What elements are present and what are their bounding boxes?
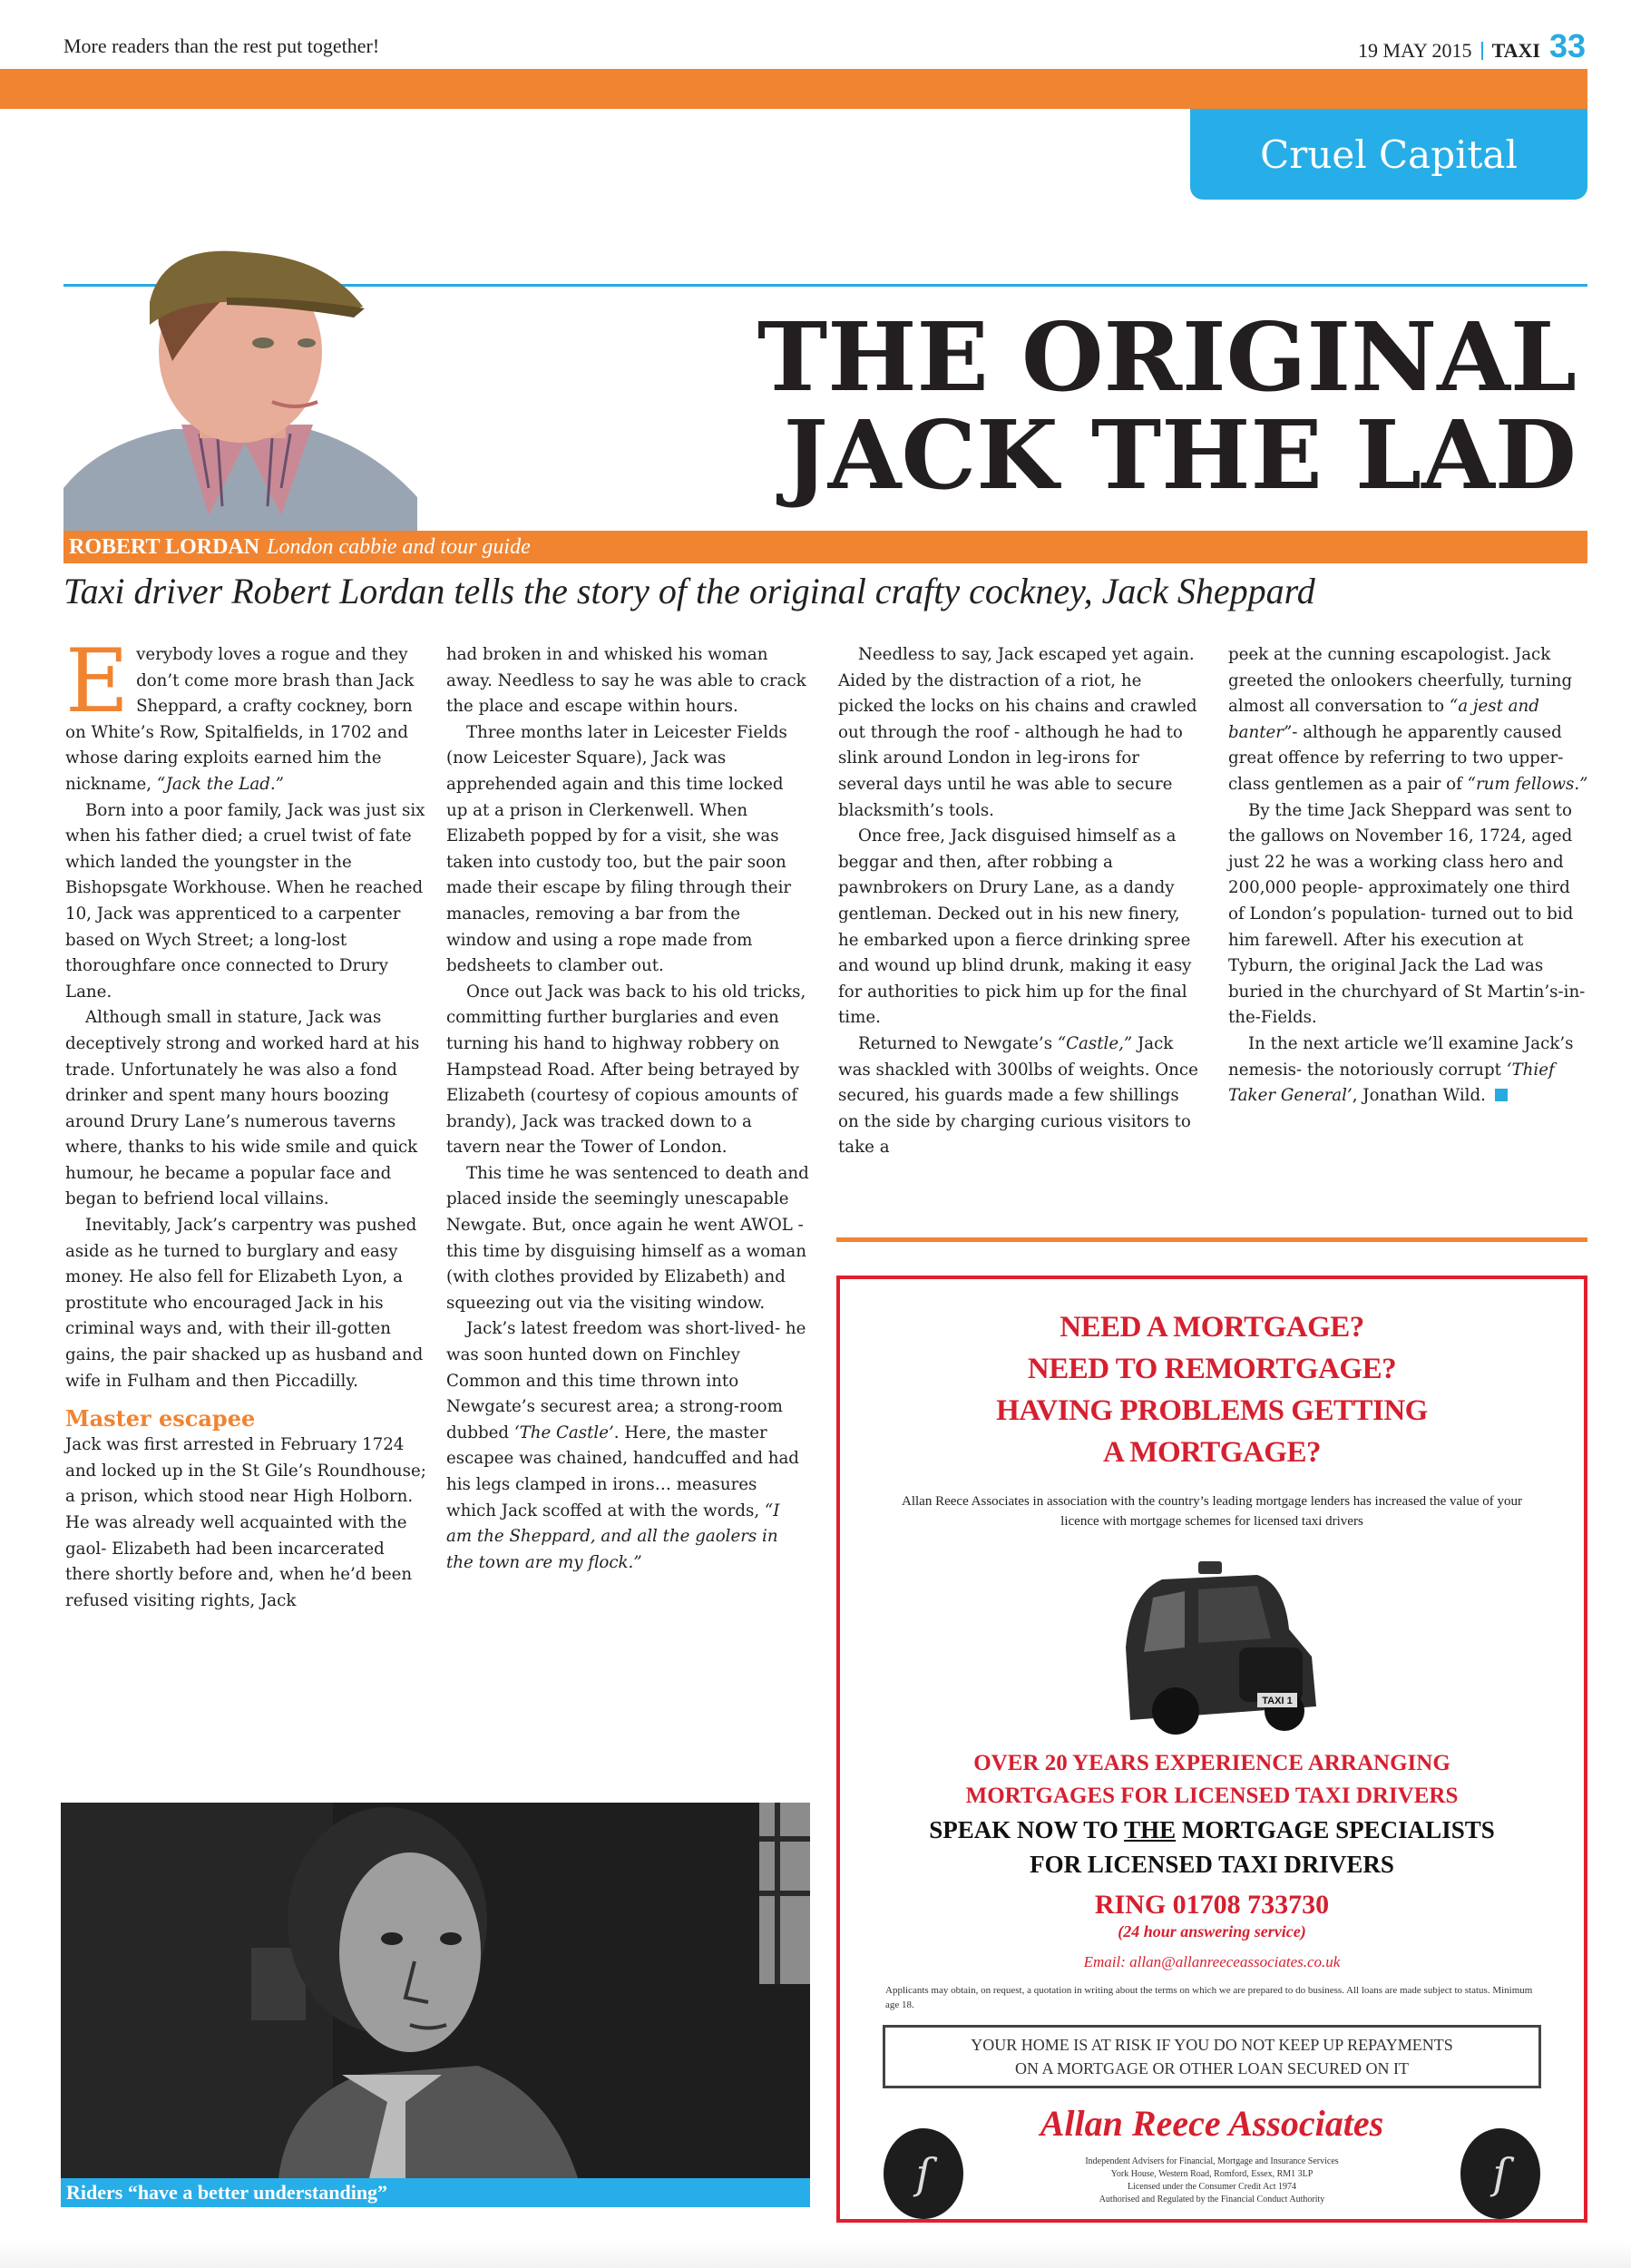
paragraph: Jack was first arrested in February 1724 and locked up in the St Gile’s Roundhouse; a prison, which stood near High Holborn. He was already well acquainted with the gaol- Elizabeth had been incarcerated there shortly before and, when he’d been refused visiting rights, Jack	[65, 1435, 426, 1610]
header-bar	[0, 69, 1587, 109]
standfirst: Taxi driver Robert Lordan tells the story of the original crafty cockney, Jack Sheppard	[63, 571, 1315, 611]
masthead-tagline: More readers than the rest put together!	[63, 34, 380, 57]
advert-intro: Allan Reece Associates in association with the country’s leading mortgage lenders has increased the value of your licence with mortgage schemes for licensed taxi drivers	[902, 1494, 1522, 1529]
column-divider	[836, 1237, 1587, 1242]
mortgage-advert[interactable]	[836, 1276, 1587, 2223]
advert-fine-print: Independent Advisers for Financial, Mortgage and Insurance Services York House, Western Road, Romford, Essex, RM1 3LP Licensed under the Consumer Credit Act 1974 Authorised and Regulated by the Financial Conduct Authority	[1085, 2156, 1339, 2204]
author-role: London cabbie and tour guide	[267, 534, 531, 559]
taxi-plate: TAXI 1	[1262, 1696, 1293, 1706]
paragraph: By the time Jack Sheppard was sent to the gallows on November 16, 1724, aged just 22 he was a working class hero and 200,000 people- approximately one third of London’s population- turned out to bid him farewell. After his execution at Tyburn, the original Jack the Lad was buried in the churchyard of St Martin’s-in-the-Fields.	[1228, 800, 1586, 1028]
image-caption: Riders “have a better understanding”	[61, 2178, 810, 2207]
article-column-4	[1228, 642, 1591, 1110]
advert-speak-now: SPEAK NOW TO THE MORTGAGE SPECIALISTS FOR LICENSED TAXI DRIVERS	[929, 1816, 1495, 1878]
section-tab: Cruel Capital	[1190, 109, 1587, 200]
issue-info	[1358, 27, 1586, 65]
end-of-article-marker	[1495, 1089, 1508, 1101]
paragraph: Jack’s latest freedom was short-lived- he was soon hunted down on Finchley Common and this time thrown into Newgate’s securest area; a strong-room dubbed ‘The Castle’. Here, the master escapee was chained, handcuffed and had his legs clamped in irons… measures which Jack scoffed at with the words, “I am the Sheppard, and all the gaolers in the town are my flock.”	[446, 1319, 806, 1572]
paragraph: had broken in and whisked his woman away. Needless to say he was able to crack the place and escape within hours.	[446, 645, 806, 717]
headline-line-2: JACK THE LAD	[783, 399, 1577, 511]
paragraph: Once free, Jack disguised himself as a beggar and then, after robbing a pawnbrokers on Drury Lane, as a dandy gentleman. Decked out in his new finery, he embarked upon a fierce drinking spree and wound up blind drunk, making it easy for authorities to pick him up for the final time.	[838, 826, 1192, 1028]
page-edge	[0, 2241, 1631, 2268]
page-number: 33	[1548, 27, 1586, 64]
advert-email[interactable]: Email: allan@allanreeceassociates.co.uk	[1083, 1953, 1341, 1970]
advert-risk-warning: YOUR HOME IS AT RISK IF YOU DO NOT KEEP UP REPAYMENTS ON A MORTGAGE OR OTHER LOAN SECURED ON IT	[883, 2025, 1541, 2088]
drop-cap: E	[65, 631, 130, 732]
advert-headline: NEED A MORTGAGE? NEED TO REMORTGAGE? HAVING PROBLEMS GETTING A MORTGAGE?	[996, 1311, 1428, 1469]
article-column-1	[65, 631, 428, 1614]
article-column-2	[446, 642, 809, 1576]
jack-sheppard-portrait	[61, 1803, 810, 2178]
author-photo	[63, 216, 417, 531]
advisor-seal-icon: ſ	[1460, 2128, 1540, 2219]
author-portrait-illustration	[63, 216, 417, 531]
paragraph: Once out Jack was back to his old tricks, committing further burglaries and even turning his hand to highway robbery on Hampstead Road. After being betrayed by Elizabeth (courtesy of copious amounts of brandy), Jack was tracked down to a tavern near the Tower of London.	[446, 982, 806, 1158]
subheading: Master escapee	[65, 1405, 256, 1432]
paragraph: This time he was sentenced to death and placed inside the seemingly unescapable Newgate. But, once again he went AWOL - this time by disguising himself as a woman (with clothes provided by Elizabeth) and squeezing out via the visiting window.	[446, 1163, 809, 1313]
advert-phone[interactable]: RING 01708 733730	[1094, 1890, 1330, 1920]
headline-line-1: THE ORIGINAL	[757, 301, 1577, 413]
author-name: ROBERT LORDAN	[69, 534, 260, 559]
paragraph: Inevitably, Jack’s carpentry was pushed aside as he turned to burglary and easy money. He also fell for Elizabeth Lyon, a prostitute who encouraged Jack in his criminal ways and, with their ill-gotten gains, the pair shacked up as husband and wife in Fulham and then Piccadilly.	[65, 1216, 424, 1391]
advert-brand: Allan Reece Associates	[1040, 2103, 1384, 2144]
issue-date: 19 MAY 2015	[1358, 39, 1472, 62]
byline-bar	[63, 531, 1587, 563]
paragraph: peek at the cunning escapologist. Jack greeted the onlookers cheerfully, turning almost all conversation to “a jest and banter”- although he apparently caused great offence by referring to two upper-class gentlemen as a pair of “rum fellows.”	[1228, 645, 1588, 794]
portrait-illustration	[61, 1803, 810, 2178]
headline	[757, 301, 1577, 511]
advert-answering-service: (24 hour answering service)	[1118, 1922, 1306, 1941]
paragraph: Although small in stature, Jack was deceptively strong and worked hard at his trade. Unfortunately he was also a fond drinker and spent many hours boozing around Drury Lane’s numerous taverns where, thanks to his wide smile and quick humour, he became a popular face and began to befriend local villains.	[65, 1008, 420, 1209]
advert-experience: OVER 20 YEARS EXPERIENCE ARRANGING MORTGAGES FOR LICENSED TAXI DRIVERS	[965, 1751, 1459, 1808]
paragraph: Returned to Newgate’s “Castle,” Jack was shackled with 300lbs of weights. Once secured, his guards made a few shillings on the side by charging curious visitors to take a	[838, 1033, 1198, 1158]
advert-footer	[840, 2101, 1584, 2246]
paragraph: Needless to say, Jack escaped yet again. Aided by the distraction of a riot, he picked the locks on his chains and crawled out through the roof - although he had to slink around London in leg-irons for several days until he was able to secure blacksmith’s tools.	[838, 645, 1197, 820]
advisor-seal-icon: ſ	[884, 2128, 963, 2219]
article-column-3	[838, 642, 1201, 1161]
publication-name: TAXI	[1491, 39, 1540, 62]
issue-separator	[1481, 42, 1483, 60]
paragraph: Born into a poor family, Jack was just six when his father died; a cruel twist of fate which landed the youngster in the Bishopsgate Workhouse. When he reached 10, Jack was apprenticed to a carpenter based on Wych Street; a long-lost thoroughfare once connected to Drury Lane.	[65, 800, 425, 1002]
taxi-cab-icon	[1076, 1557, 1348, 1738]
paragraph: Three months later in Leicester Fields (now Leicester Square), Jack was apprehended again and this time locked up at a prison in Clerkenwell. When Elizabeth popped by for a visit, she was taken into custody too, but the pair soon made their escape by filing through their manacles, removing a bar from the window and using a rope made from bedsheets to clamber out.	[446, 722, 792, 976]
paragraph: In the next article we’ll examine Jack’s nemesis- the notoriously corrupt ‘Thief Taker General’, Jonathan Wild.	[1228, 1033, 1574, 1106]
advert-small-print: Applicants may obtain, on request, a quotation in writing about the terms on which we are prepared to do business. All loans are made subject to status. Minimum age 18.	[885, 1985, 1533, 2010]
paragraph: Everybody loves a rogue and they don’t come more brash than Jack Sheppard, a crafty cockney, born on White’s Row, Spitalfields, in 1702 and whose daring exploits earned him the nickname, “Jack the Lad.”	[65, 631, 415, 794]
